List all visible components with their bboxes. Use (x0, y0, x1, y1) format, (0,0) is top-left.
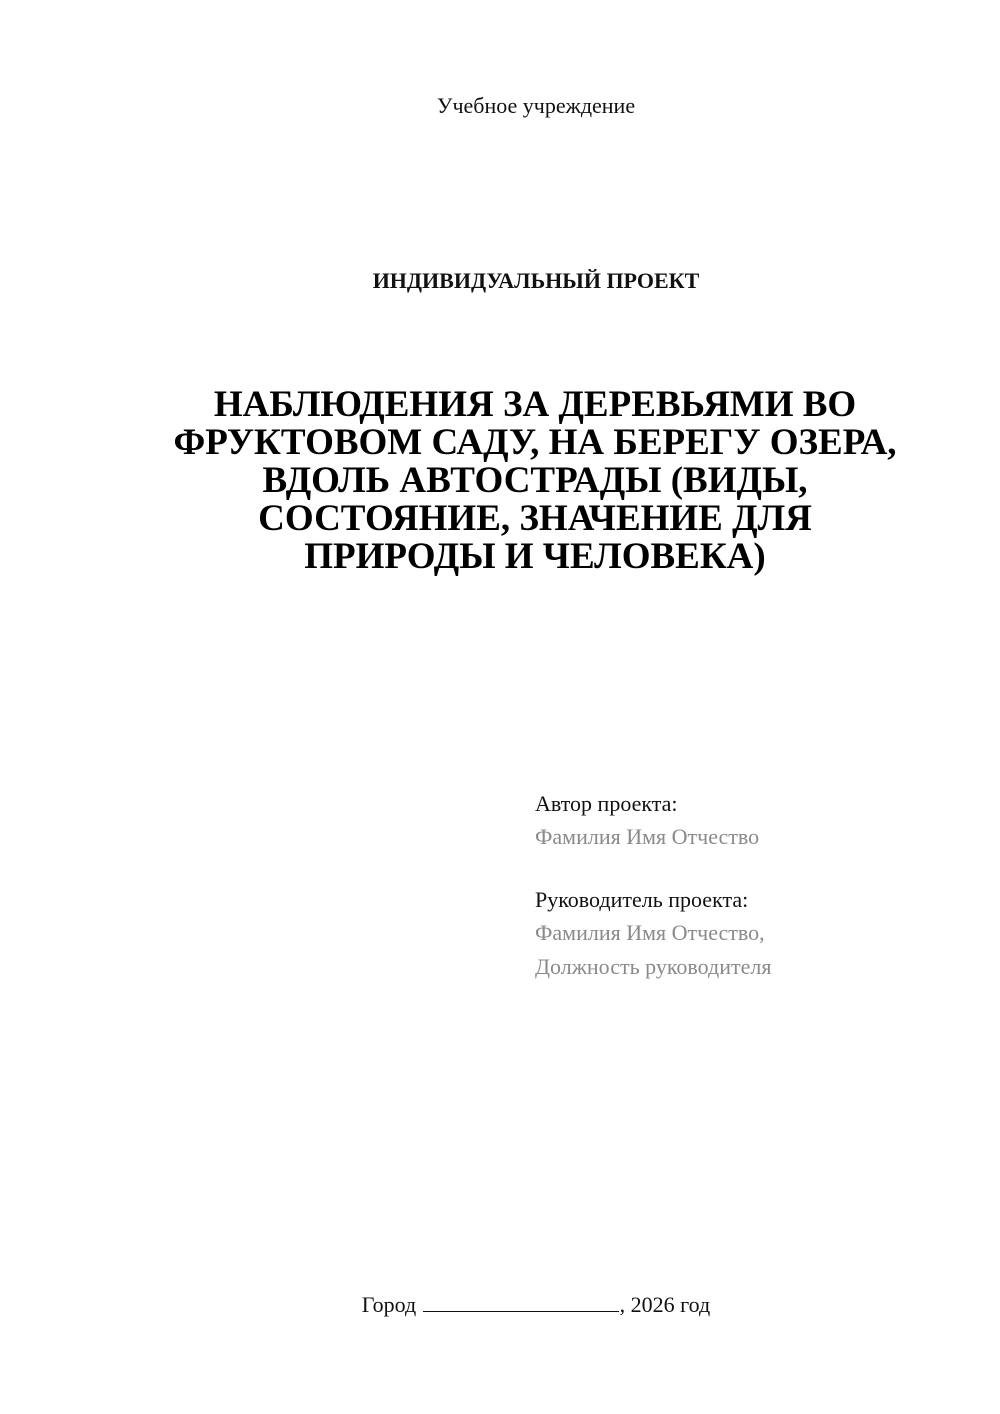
supervisor-name: Фамилия Имя Отчество, (535, 920, 765, 945)
institution-name: Учебное учреждение (436, 93, 636, 118)
author-name: Фамилия Имя Отчество (535, 824, 760, 849)
project-title-line: СОСТОЯНИЕ, ЗНАЧЕНИЕ ДЛЯ (258, 498, 812, 539)
city-blank-underline (423, 1293, 619, 1312)
project-title-line: НАБЛЮДЕНИЯ ЗА ДЕРЕВЬЯМИ ВО (213, 384, 857, 425)
supervisor-position: Должность руководителя (535, 954, 772, 979)
project-title-line: ПРИРОДЫ И ЧЕЛОВЕКА) (304, 536, 766, 577)
supervisor-label: Руководитель проекта: (535, 887, 749, 912)
city-year-line (0, 1290, 1000, 1320)
project-title-line: ВДОЛЬ АВТОСТРАДЫ (ВИДЫ, (262, 460, 808, 501)
project-type-heading: ИНДИВИДУАЛЬНЫЙ ПРОЕКТ (372, 268, 700, 293)
credits-block (535, 788, 955, 984)
author-label: Автор проекта: (535, 791, 678, 816)
city-label: Город (361, 1292, 417, 1317)
project-title (120, 386, 950, 576)
project-title-line: ФРУКТОВОМ САДУ, НА БЕРЕГУ ОЗЕРА, (173, 422, 897, 463)
credits-spacer (535, 854, 955, 884)
year-text: , 2026 год (619, 1292, 711, 1317)
